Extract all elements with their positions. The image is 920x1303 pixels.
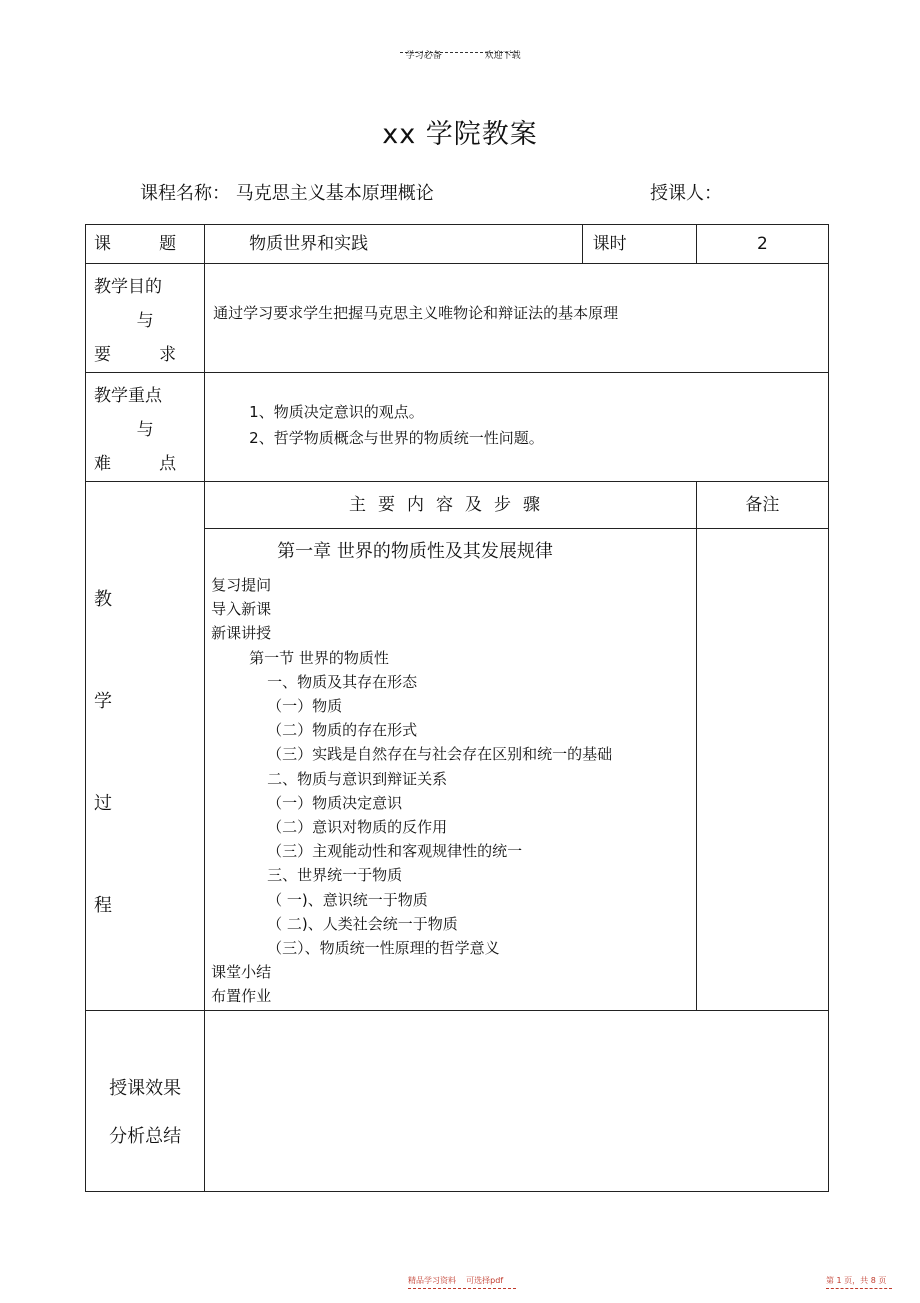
step-line: （三）实践是自然存在与社会存在区别和统一的基础 — [267, 745, 613, 764]
header-right: 欢迎下载 — [484, 51, 521, 61]
process-label-3: 过 — [94, 793, 112, 814]
topic-label-cell — [86, 225, 205, 264]
goal-row — [86, 264, 829, 373]
step-line: 导入新课 — [211, 600, 272, 619]
key-label-line3b: 点 — [159, 454, 177, 474]
header-divider — [400, 52, 518, 53]
notes-cell — [696, 482, 828, 1011]
step-line: （ 二)、人类社会统一于物质 — [267, 914, 458, 933]
effect-label-cell — [86, 1011, 205, 1192]
footer-page-info: 第 1 页，共 8 页 — [826, 1276, 887, 1285]
topic-value-cell — [205, 225, 583, 264]
step-line: 二、物质与意识到辩证关系 — [267, 769, 448, 788]
effect-label-line1: 授课效果 — [109, 1078, 182, 1099]
goal-label-line3b: 求 — [159, 345, 177, 365]
key-label-line3a: 难 — [94, 454, 111, 474]
step-line: （二）物质的存在形式 — [267, 721, 418, 740]
footer-right-divider — [826, 1288, 892, 1289]
step-line: 布置作业 — [211, 987, 272, 1006]
teacher-label: 授课人： — [650, 183, 722, 204]
hours-value: 2 — [756, 234, 768, 254]
header-left: 学习必备 — [405, 51, 442, 61]
steps-header: 主要内容及步骤 — [205, 482, 696, 529]
goal-label-line2: 与 — [136, 311, 154, 331]
goal-text-cell — [205, 264, 829, 373]
goal-label-line1: 教学目的 — [94, 277, 162, 297]
key-label-cell — [86, 373, 205, 482]
footer-left: 精品学习资料 可选择pdf — [408, 1276, 504, 1285]
steps-cell — [205, 482, 697, 1011]
notes-header: 备注 — [697, 482, 828, 529]
footer-left-divider — [408, 1288, 516, 1289]
step-line: 新课讲授 — [211, 624, 272, 643]
effect-row — [86, 1011, 829, 1192]
step-line: 一、物质及其存在形态 — [267, 672, 418, 691]
key-point-1: 1、物质决定意识的观点。 — [249, 403, 424, 421]
step-line: （一）物质决定意识 — [267, 793, 403, 812]
key-points-cell — [205, 373, 829, 482]
key-point-2: 2、哲学物质概念与世界的物质统一性问题。 — [249, 429, 544, 447]
key-points-row — [86, 373, 829, 482]
lesson-plan-table — [85, 224, 829, 1192]
step-line: 三、世界统一于物质 — [267, 866, 403, 885]
step-line: （一）物质 — [267, 697, 343, 716]
goal-label-cell — [86, 264, 205, 373]
effect-content-cell — [205, 1011, 829, 1192]
step-line: 第一节 世界的物质性 — [249, 648, 389, 667]
hours-label-cell — [582, 225, 696, 264]
effect-label-line2: 分析总结 — [109, 1126, 182, 1147]
chapter-title: 第一章 世界的物质性及其发展规律 — [277, 541, 553, 562]
process-label-cell — [86, 482, 205, 1011]
topic-label-b: 题 — [159, 234, 177, 254]
goal-text: 通过学习要求学生把握马克思主义唯物论和辩证法的基本原理 — [213, 304, 619, 322]
process-label-2: 学 — [94, 691, 112, 712]
key-label-line1: 教学重点 — [94, 386, 162, 406]
step-line: （三）主观能动性和客观规律性的统一 — [267, 842, 523, 861]
step-line: 课堂小结 — [211, 963, 272, 982]
hours-value-cell — [696, 225, 828, 264]
topic-value: 物质世界和实践 — [249, 234, 369, 254]
topic-label-a: 课 — [94, 234, 111, 254]
process-row — [86, 482, 829, 1011]
topic-row — [86, 225, 829, 264]
process-label-1: 教 — [94, 589, 112, 610]
doc-title: xx 学院教案 — [382, 119, 538, 150]
goal-label-line3a: 要 — [94, 345, 111, 365]
course-name: 课程名称： 马克思主义基本原理概论 — [140, 183, 434, 204]
key-label-line2: 与 — [136, 420, 154, 440]
step-line: （三）、物质统一性原理的哲学意义 — [267, 939, 500, 958]
page-header — [400, 38, 521, 61]
step-line: 复习提问 — [211, 576, 272, 594]
process-label-4: 程 — [94, 895, 112, 916]
step-line: （二）意识对物质的反作用 — [267, 818, 448, 837]
step-line: （ 一)、意识统一于物质 — [267, 890, 428, 909]
hours-label: 课时 — [592, 234, 627, 254]
